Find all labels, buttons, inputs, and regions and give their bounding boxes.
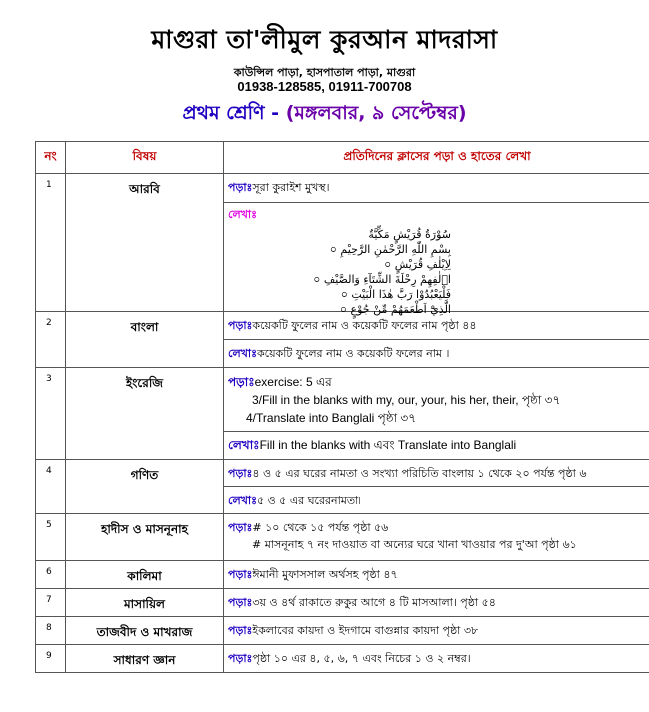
class-separator: -	[264, 102, 286, 124]
table-row	[36, 174, 649, 312]
row-number: 9	[36, 645, 66, 673]
read-text: সূরা কুরাইশ মুখস্থ।	[252, 181, 330, 194]
table-row	[36, 561, 649, 589]
table-row	[36, 312, 649, 368]
row-subject: বাংলা	[66, 312, 224, 368]
row-lesson	[224, 589, 649, 617]
write-text: ৫ ও ৫ এর ঘরেরনামতা৷	[256, 494, 361, 507]
table-row	[36, 645, 649, 673]
arabic-verses	[228, 227, 646, 317]
row-lesson	[224, 617, 649, 645]
read-label: পড়াঃ	[228, 596, 253, 609]
row-number: 3	[36, 368, 66, 460]
read-cell	[224, 617, 649, 644]
row-subject: আরবি	[66, 174, 224, 312]
write-cell	[224, 431, 649, 459]
read-label: পড়াঃ	[228, 319, 253, 332]
write-label: লেখাঃ	[228, 438, 260, 452]
read-text: ৩য় ও ৪র্থ রাকাতে রুকুর আগে ৪ টি মাসআলা। পৃষ্ঠা ৫৪	[252, 596, 496, 609]
read-cell	[224, 561, 649, 588]
read-label: পড়াঃ	[228, 568, 253, 581]
row-subject: কালিমা	[66, 561, 224, 589]
table-row	[36, 514, 649, 561]
read-text: exercise: 5 এর	[254, 375, 332, 389]
read-text: 3/Fill in the blanks with my, our, your, his her, their, পৃষ্ঠা ৩৭	[252, 393, 561, 407]
read-label: পড়াঃ	[228, 375, 255, 389]
read-text: পৃষ্ঠা ১০ এর ৪, ৫, ৬, ৭ এবং নিচের ১ ও ২ নম্বর।	[252, 652, 471, 665]
madrasa-title: মাগুরা তা'লীমুল কুরআন মাদরাসা	[151, 25, 498, 54]
verse-line: لِاِيْلٰفِ قُرَيْشٍ ০	[384, 258, 451, 271]
verse-line: بِسْمِ اللّٰهِ الرَّحْمٰنِ الرَّحِيْمِ ০	[329, 243, 451, 256]
header-subject: বিষয়	[66, 142, 224, 174]
class-date-line	[0, 99, 649, 131]
verse-line: الَّذِيْٓ اَطْعَمَهُمْ مِّنْ جُوْعٍ ০	[339, 303, 451, 316]
class-date: (মঙ্গলবার, ৯ সেপ্টেম্বর)	[285, 102, 467, 124]
lesson-table	[35, 141, 649, 673]
row-lesson	[224, 312, 649, 368]
row-subject: হাদীস ও মাসনূনাহ	[66, 514, 224, 561]
read-cell	[224, 174, 649, 202]
row-lesson	[224, 645, 649, 673]
read-cell	[224, 589, 649, 616]
row-number: 8	[36, 617, 66, 645]
madrasa-address: কাউন্সিল পাড়া, হাসপাতাল পাড়া, মাগুরা	[233, 66, 416, 79]
read-label: পড়াঃ	[228, 652, 253, 665]
table-row	[36, 460, 649, 514]
read-text: # ১০ থেকে ১৫ পর্যন্ত পৃষ্ঠা ৫৬	[252, 521, 389, 534]
read-cell	[224, 645, 649, 671]
read-label: পড়াঃ	[228, 624, 253, 637]
row-subject: সাধারণ জ্ঞান	[66, 645, 224, 673]
phone-numbers: 01938-128585, 01911-700708	[237, 79, 412, 94]
table-header-row	[36, 142, 649, 174]
surah-title: سُوْرَةُ قُرَيْشٍ مَكِّيَّةٌ	[368, 228, 451, 241]
read-cell	[224, 514, 649, 560]
row-number: 2	[36, 312, 66, 368]
write-cell	[224, 486, 649, 513]
row-lesson	[224, 174, 649, 316]
table-row	[36, 368, 649, 460]
row-subject: মাসায়িল	[66, 589, 224, 617]
table-row	[36, 589, 649, 617]
write-text: Fill in the blanks with এবং Translate into Banglali	[259, 438, 517, 452]
row-number: 7	[36, 589, 66, 617]
read-text: ৪ ও ৫ এর ঘরের নামতা ও সংখ্যা পরিচিতি বাংলায় ১ থেকে ২০ পর্যন্ত পৃষ্ঠা ৬	[252, 467, 587, 480]
read-text: কয়েকটি ফুলের নাম ও কয়েকটি ফলের নাম পৃষ্ঠা ৪৪	[252, 319, 477, 332]
row-subject: তাজবীদ ও মাখরাজ	[66, 617, 224, 645]
read-cell	[224, 368, 649, 431]
row-subject: গণিত	[66, 460, 224, 514]
write-cell	[224, 202, 649, 316]
read-label: পড়াঃ	[228, 181, 253, 194]
row-lesson	[224, 514, 649, 561]
table-row	[36, 617, 649, 645]
read-text: ঈমানী মুফাসসাল অর্থসহ পৃষ্ঠা ৪৭	[252, 568, 398, 581]
class-name: প্রথম শ্রেণি	[182, 102, 265, 124]
verse-line: فَلْيَعْبُدُوْا رَبَّ هٰذَا الْبَيْتِ ০	[340, 288, 451, 301]
write-cell	[224, 339, 649, 367]
row-lesson	[224, 368, 649, 460]
write-text: কয়েকটি ফুলের নাম ও কয়েকটি ফলের নাম ।	[256, 347, 450, 360]
write-label: লেখাঃ	[228, 494, 257, 507]
read-label: পড়াঃ	[228, 521, 253, 534]
read-cell	[224, 312, 649, 339]
row-number: 6	[36, 561, 66, 589]
write-label: লেখাঃ	[228, 347, 257, 360]
row-lesson	[224, 561, 649, 589]
read-text: 4/Translate into Banglali পৃষ্ঠা ৩৭	[246, 411, 417, 425]
read-text: # মাসনূনাহ ৭ নং দাওয়াত বা অন্যের ঘরে খানা খাওয়ার পর দু'আ পৃষ্ঠা ৬১	[252, 538, 577, 551]
row-number: 4	[36, 460, 66, 514]
row-lesson	[224, 460, 649, 514]
row-number: 1	[36, 174, 66, 312]
write-label: লেখাঃ	[228, 208, 257, 221]
read-cell	[224, 460, 649, 486]
read-label: পড়াঃ	[228, 467, 253, 480]
header-no: নং	[36, 142, 66, 174]
read-text: ইকলাবের কায়দা ও ইদগামে বাগুন্নার কায়দা পৃষ্ঠা ৩৮	[252, 624, 479, 637]
header-lesson: প্রতিদিনের ক্লাসের পড়া ও হাতের লেখা	[224, 142, 649, 174]
verse-line: اٖلٰفِهِمْ رِحْلَةَ الشِّتَآءِ وَالصَّيْفِ ০	[313, 273, 451, 286]
row-subject: ইংরেজি	[66, 368, 224, 460]
row-number: 5	[36, 514, 66, 561]
